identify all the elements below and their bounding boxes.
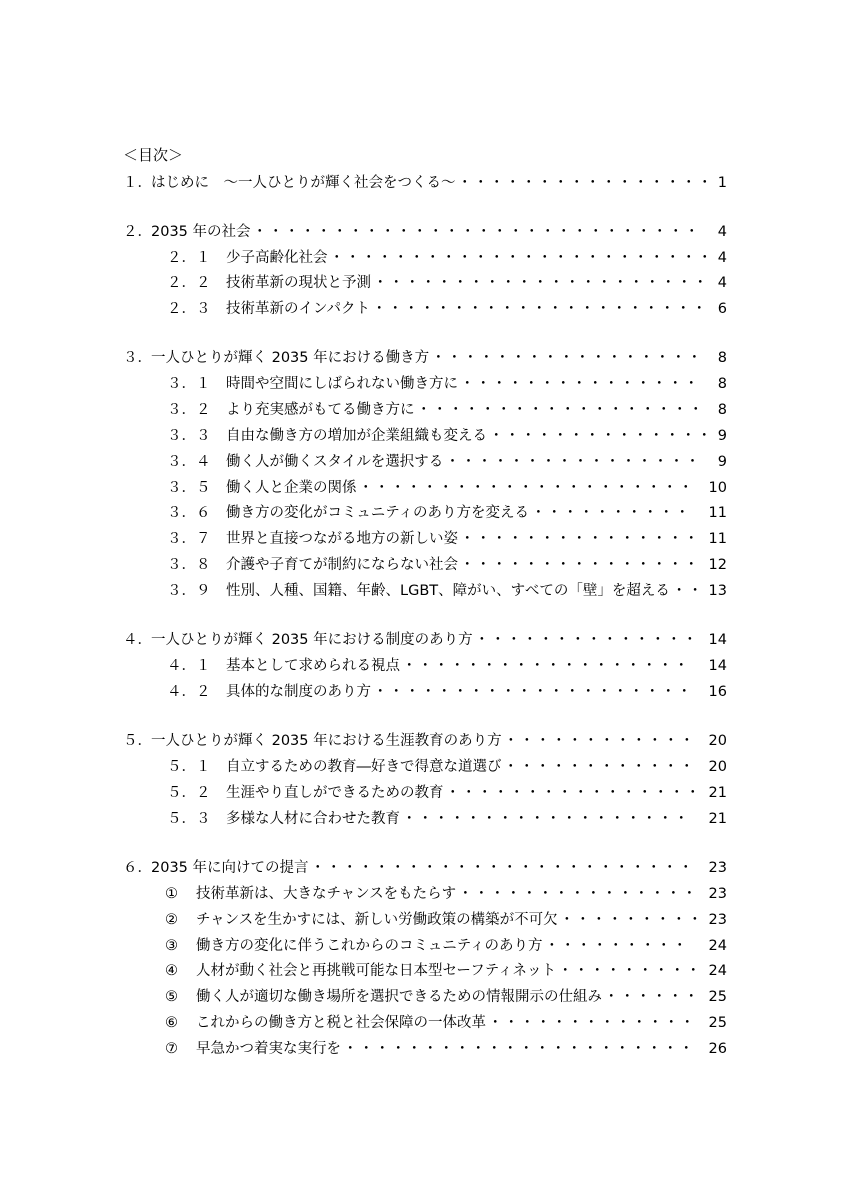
toc-entry-page-number: 23 xyxy=(708,912,727,928)
toc-entry-number: ２． xyxy=(123,224,152,240)
toc-entry-label: 生涯やり直しができるための教育 xyxy=(226,785,444,801)
toc-entry-page-number: 25 xyxy=(708,989,727,1005)
toc-entry[interactable] xyxy=(0,935,849,957)
toc-entry-page-number: 16 xyxy=(708,684,727,700)
toc-entry[interactable] xyxy=(0,857,849,879)
toc-entry-label: はじめに ～一人ひとりが輝く社会をつくる～ xyxy=(151,175,456,191)
toc-entry-number: ⑤ xyxy=(165,989,178,1005)
toc-entry[interactable] xyxy=(0,399,849,421)
toc-entry-label: より充実感がもてる働き方に xyxy=(226,402,415,418)
toc-entry-number: ２．３ xyxy=(167,301,211,317)
toc-leader-dots: ・・・・・・・・・・・・・・・・・・・・・ xyxy=(373,275,709,291)
toc-entry-page-number: 21 xyxy=(708,785,727,801)
toc-entry-page-number: 11 xyxy=(708,505,727,521)
toc-entry-number: ４． xyxy=(123,632,152,648)
toc-entry-number: ３．４ xyxy=(167,454,211,470)
toc-entry-page-number: 1 xyxy=(717,175,727,191)
toc-leader-dots: ・・・・・・・・・・・・・・・ xyxy=(460,557,700,573)
toc-entry[interactable] xyxy=(0,883,849,905)
toc-leader-dots: ・・・・・・・・・・・・・・・・・・・・・・・・ xyxy=(310,860,695,876)
toc-entry-label: 時間や空間にしばられない働き方に xyxy=(226,376,458,392)
toc-entry-page-number: 8 xyxy=(717,376,727,392)
toc-entry-label: 技術革新の現状と予測 xyxy=(226,275,371,291)
toc-entry[interactable] xyxy=(0,629,849,651)
toc-entry-number: ⑥ xyxy=(165,1015,178,1031)
toc-entry-label: 自由な働き方の増加が企業組織も変える xyxy=(226,428,487,444)
toc-entry-number: １． xyxy=(123,175,152,191)
toc-entry[interactable] xyxy=(0,221,849,243)
toc-leader-dots: ・・・・・・・・・・・・・・・・・・・・ xyxy=(373,684,693,700)
toc-leader-dots: ・・・・・・・・・ xyxy=(544,938,689,954)
toc-entry-label: 働く人と企業の関係 xyxy=(226,480,357,496)
toc-entry[interactable] xyxy=(0,373,849,395)
toc-entry-page-number: 6 xyxy=(717,301,727,317)
toc-entry[interactable] xyxy=(0,425,849,447)
toc-leader-dots: ・・・・・・・・・ xyxy=(559,912,704,928)
toc-entry-label: 働く人が適切な働き場所を選択できるための情報開示の仕組み xyxy=(196,989,602,1005)
toc-entry-label: チャンスを生かすには、新しい労働政策の構築が不可欠 xyxy=(196,912,558,928)
toc-entry-number: ３．２ xyxy=(167,402,211,418)
toc-entry-label: 介護や子育てが制約にならない社会 xyxy=(226,557,458,573)
toc-entry-number: ５．２ xyxy=(167,785,211,801)
toc-heading: ＜目次＞ xyxy=(123,146,184,164)
toc-leader-dots: ・・・・・・・・・・・・・・・・ xyxy=(445,785,702,801)
toc-leader-dots: ・・・・・・・・・・・・・・・・・・・・・・ xyxy=(343,1041,695,1057)
toc-leader-dots: ・・・・・・・・・・ xyxy=(531,505,692,521)
toc-entry-number: ② xyxy=(165,912,178,928)
toc-entry-label: 一人ひとりが輝く 2035 年における制度のあり方 xyxy=(151,632,473,648)
toc-leader-dots: ・・・・・・ xyxy=(604,989,700,1005)
toc-leader-dots: ・・・・・・・・・・・・・・・ xyxy=(460,376,700,392)
toc-entry[interactable] xyxy=(0,272,849,294)
toc-entry-label: 性別、人種、国籍、年齢、LGBT、障がい、すべての「壁」を超える xyxy=(226,583,670,599)
toc-entry-number: ③ xyxy=(165,938,178,954)
toc-leader-dots: ・・・・・・・・・・・・・・ xyxy=(489,428,713,444)
toc-entry-page-number: 8 xyxy=(717,402,727,418)
toc-entry-label: 2035 年の社会 xyxy=(151,224,251,240)
toc-entry[interactable] xyxy=(0,730,849,752)
toc-entry-page-number: 24 xyxy=(708,938,727,954)
toc-entry[interactable] xyxy=(0,451,849,473)
toc-entry[interactable] xyxy=(0,554,849,576)
toc-entry[interactable] xyxy=(0,528,849,550)
toc-entry-page-number: 9 xyxy=(717,454,727,470)
toc-leader-dots: ・・・・・・・・・・・・・・・・・・・・・ xyxy=(358,480,695,496)
toc-entry-number: ５．３ xyxy=(167,811,211,827)
toc-entry[interactable] xyxy=(0,347,849,369)
toc-entry-page-number: 23 xyxy=(708,860,727,876)
toc-entry[interactable] xyxy=(0,756,849,778)
toc-entry-label: これからの働き方と税と社会保障の一体改革 xyxy=(196,1015,486,1031)
toc-entry-number: ④ xyxy=(165,963,178,979)
toc-entry-number: ４．１ xyxy=(167,658,211,674)
toc-entry-page-number: 13 xyxy=(708,583,727,599)
toc-entry-label: 働き方の変化に伴うこれからのコミュニティのあり方 xyxy=(196,938,543,954)
toc-entry[interactable] xyxy=(0,655,849,677)
toc-entry[interactable] xyxy=(0,1038,849,1060)
toc-entry-page-number: 26 xyxy=(708,1041,727,1057)
toc-entry-page-number: 20 xyxy=(708,733,727,749)
toc-entry-number: ３．９ xyxy=(167,583,211,599)
toc-entry[interactable] xyxy=(0,580,849,602)
toc-leader-dots: ・・・・・・・・・・・・ xyxy=(503,759,696,775)
toc-entry-label: 具体的な制度のあり方 xyxy=(226,684,371,700)
toc-entry-page-number: 12 xyxy=(708,557,727,573)
toc-entry-page-number: 4 xyxy=(717,250,727,266)
toc-entry[interactable] xyxy=(0,681,849,703)
toc-entry[interactable] xyxy=(0,960,849,982)
toc-entry-label: 人材が動く社会と再挑戦可能な日本型セーフティネット xyxy=(196,963,557,979)
toc-leader-dots: ・・ xyxy=(671,583,704,599)
toc-entry-page-number: 14 xyxy=(708,632,727,648)
toc-leader-dots: ・・・・・・・・・・・・・・・・・・ xyxy=(416,402,705,418)
toc-leader-dots: ・・・・・・・・・ xyxy=(558,963,703,979)
toc-entry-label: 技術革新は、大きなチャンスをもたらす xyxy=(196,886,457,902)
toc-entry-label: 技術革新のインパクト xyxy=(226,301,370,317)
toc-entry-number: ３．６ xyxy=(167,505,211,521)
toc-entry[interactable] xyxy=(0,909,849,931)
toc-entry[interactable] xyxy=(0,502,849,524)
toc-entry-label: 多様な人材に合わせた教育 xyxy=(226,811,400,827)
toc-entry-number: ２．２ xyxy=(167,275,211,291)
toc-entry-label: 一人ひとりが輝く 2035 年における働き方 xyxy=(151,350,430,366)
toc-entry[interactable] xyxy=(0,808,849,830)
toc-entry-number: ⑦ xyxy=(165,1041,178,1057)
toc-entry-label: 働く人が働くスタイルを選択する xyxy=(226,454,444,470)
toc-entry-page-number: 23 xyxy=(708,886,727,902)
toc-entry-number: ２．１ xyxy=(167,250,211,266)
toc-entry[interactable] xyxy=(0,298,849,320)
toc-entry-page-number: 8 xyxy=(717,350,727,366)
toc-entry-page-number: 24 xyxy=(708,963,727,979)
toc-leader-dots: ・・・・・・・・・・・・・・・・・・・・・・・・ xyxy=(329,250,714,266)
toc-leader-dots: ・・・・・・・・・・・・・・・ xyxy=(460,531,700,547)
toc-entry[interactable] xyxy=(0,1012,849,1034)
toc-entry[interactable] xyxy=(0,477,849,499)
toc-entry-page-number: 4 xyxy=(717,275,727,291)
toc-entry-label: 一人ひとりが輝く 2035 年における生涯教育のあり方 xyxy=(151,733,502,749)
toc-entry-page-number: 14 xyxy=(708,658,727,674)
toc-entry[interactable] xyxy=(0,782,849,804)
toc-leader-dots: ・・・・・・・・・・・・・・・・・・ xyxy=(402,811,690,827)
toc-entry-page-number: 21 xyxy=(708,811,727,827)
toc-leader-dots: ・・・・・・・・・・・・・ xyxy=(488,1015,696,1031)
toc-entry-label: 2035 年に向けての提言 xyxy=(151,860,309,876)
toc-entry-number: ５． xyxy=(123,733,152,749)
toc-entry-number: ３．７ xyxy=(167,531,211,547)
toc-entry-page-number: 9 xyxy=(717,428,727,444)
toc-entry[interactable] xyxy=(0,986,849,1008)
toc-leader-dots: ・・・・・・・・・・・・・・ xyxy=(474,632,699,648)
toc-entry-page-number: 25 xyxy=(708,1015,727,1031)
toc-entry-number: ３．３ xyxy=(167,428,211,444)
toc-leader-dots: ・・・・・・・・・・・・・・・・ xyxy=(445,454,702,470)
toc-entry-label: 世界と直接つながる地方の新しい姿 xyxy=(226,531,458,547)
toc-entry[interactable] xyxy=(0,172,849,194)
toc-entry-number: ① xyxy=(165,886,178,902)
toc-entry-label: 基本として求められる視点 xyxy=(226,658,400,674)
toc-entry[interactable] xyxy=(0,247,849,269)
toc-entry-number: ４．２ xyxy=(167,684,211,700)
toc-entry-page-number: 4 xyxy=(717,224,727,240)
toc-entry-label: 自立するための教育―好きで得意な道選び xyxy=(226,759,502,775)
toc-entry-label: 少子高齢化社会 xyxy=(226,250,328,266)
toc-leader-dots: ・・・・・・・・・・・・・・・・・・・・・・・・・・・・ xyxy=(252,224,701,240)
toc-entry-page-number: 11 xyxy=(708,531,727,547)
toc-leader-dots: ・・・・・・・・・・・・・・・・・ xyxy=(431,350,704,366)
toc-entry-number: ３． xyxy=(123,350,152,366)
toc-leader-dots: ・・・・・・・・・・・・・・・・・・ xyxy=(402,658,690,674)
toc-entry-number: ３．１ xyxy=(167,376,211,392)
toc-entry-label: 働き方の変化がコミュニティのあり方を変える xyxy=(226,505,530,521)
toc-entry-number: ３．５ xyxy=(167,480,211,496)
toc-entry-number: ５．１ xyxy=(167,759,211,775)
toc-entry-label: 早急かつ着実な実行を xyxy=(196,1041,341,1057)
toc-leader-dots: ・・・・・・・・・・・・ xyxy=(503,733,696,749)
toc-leader-dots: ・・・・・・・・・・・・・・・ xyxy=(458,886,699,902)
toc-entry-page-number: 20 xyxy=(708,759,727,775)
toc-entry-number: ３．８ xyxy=(167,557,211,573)
toc-leader-dots: ・・・・・・・・・・・・・・・・ xyxy=(457,175,714,191)
toc-leader-dots: ・・・・・・・・・・・・・・・・・・・・・ xyxy=(371,301,708,317)
toc-entry-number: ６． xyxy=(123,860,152,876)
toc-entry-page-number: 10 xyxy=(708,480,727,496)
